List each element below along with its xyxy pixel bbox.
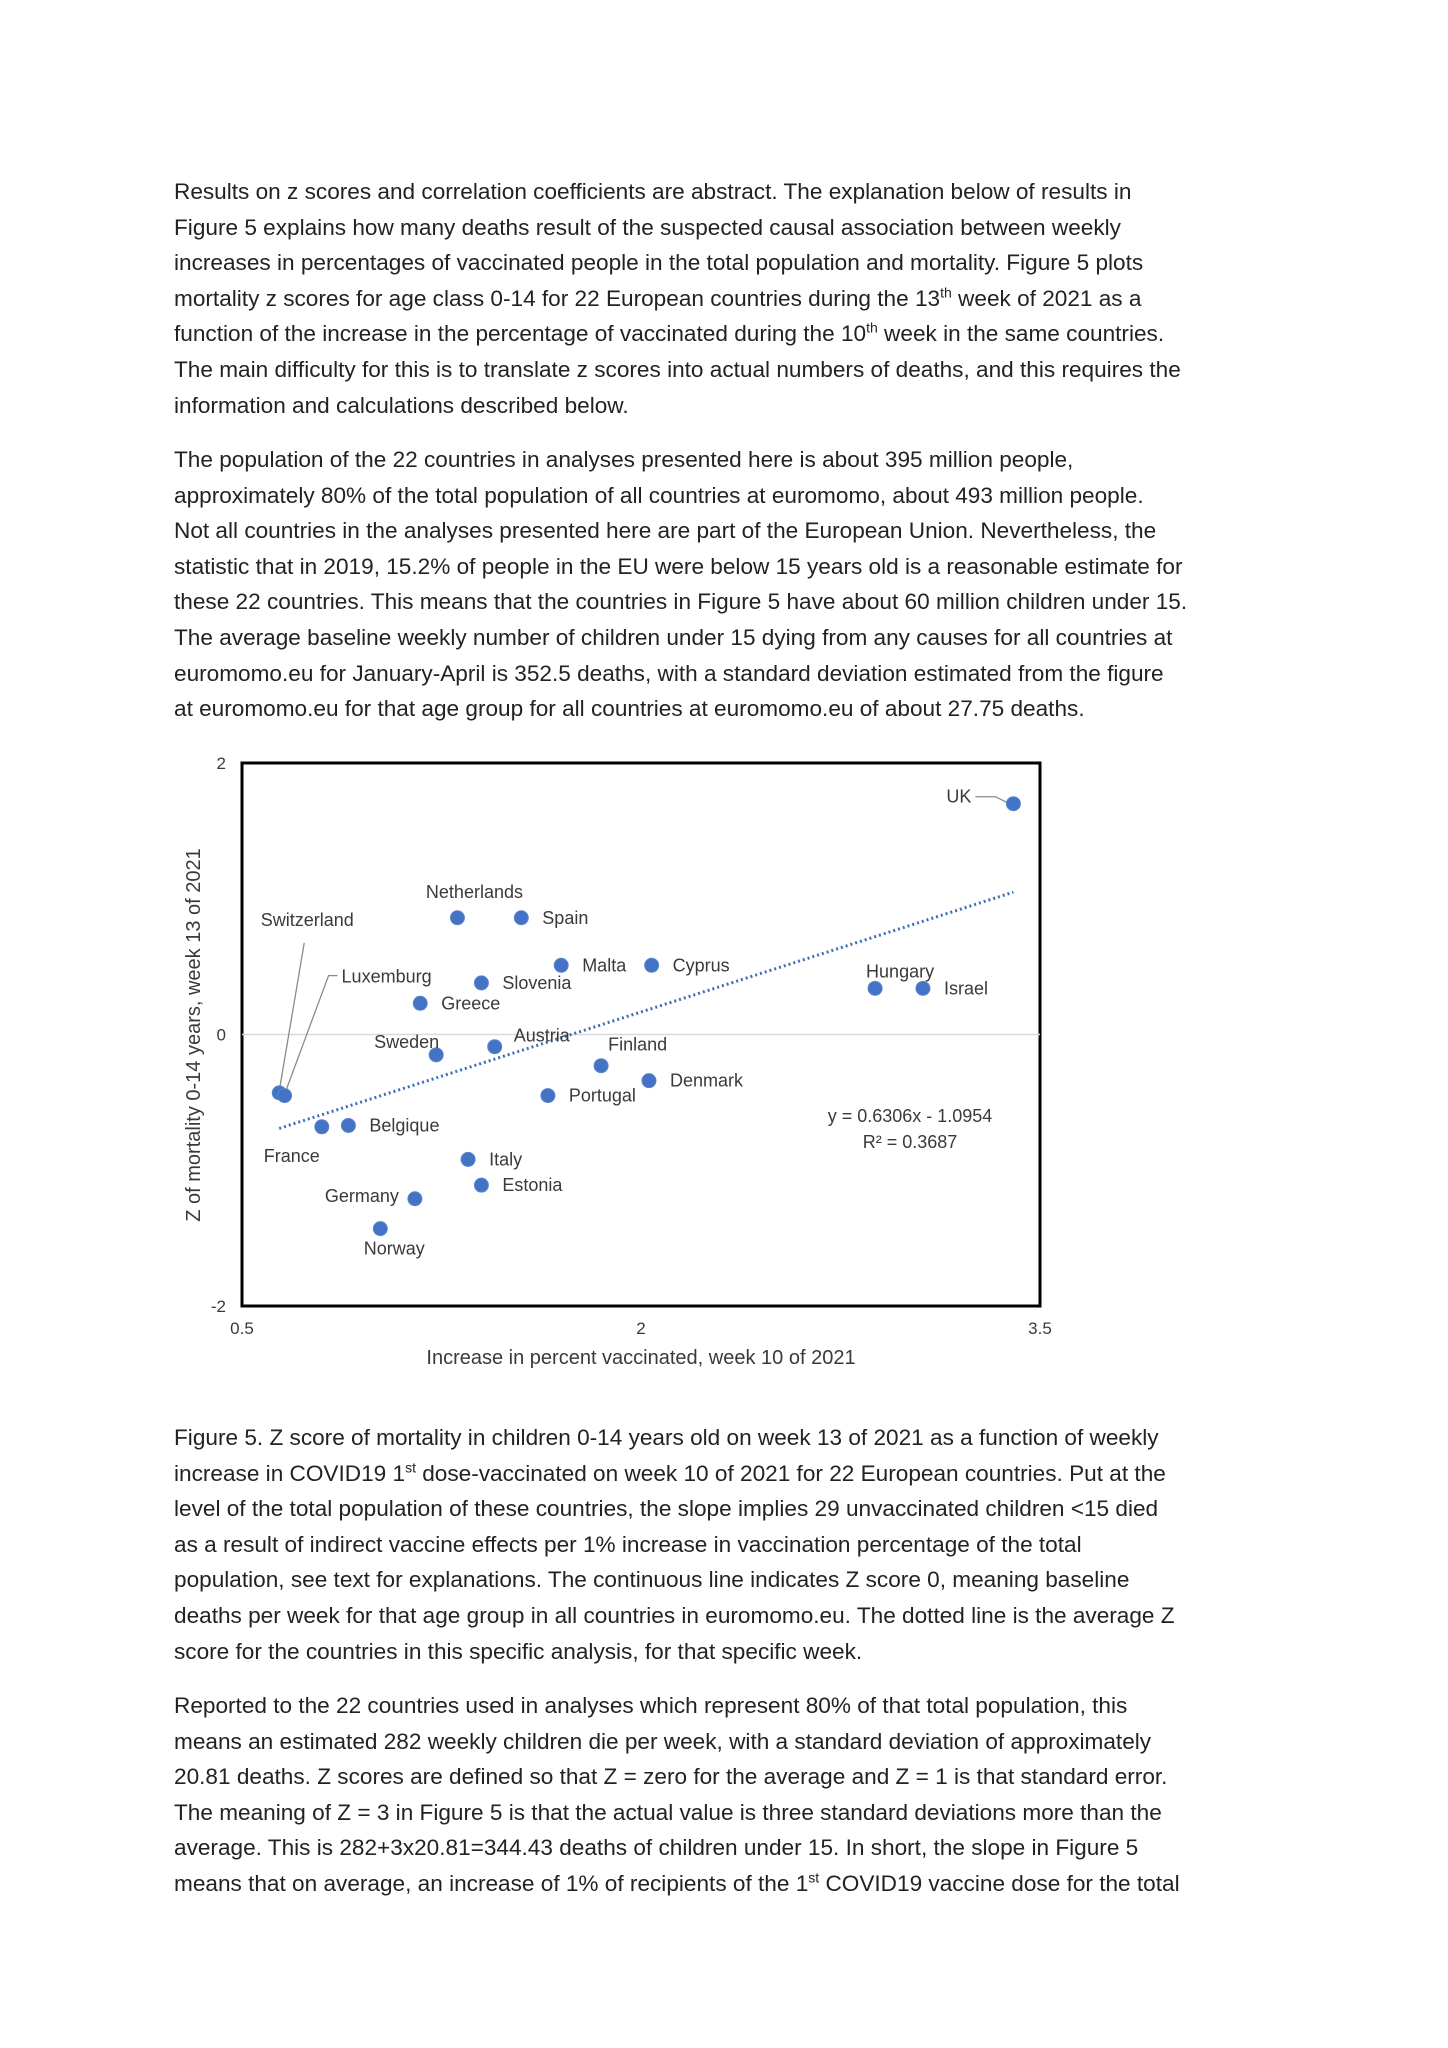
text-line: these 22 countries. This means that the countries in Figure 5 have about 60 million children under 15.	[174, 589, 1188, 615]
text-line: 20.81 deaths. Z scores are defined so that Z = zero for the average and Z = 1 is that standard error.	[174, 1764, 1168, 1790]
data-point-slovenia	[474, 976, 488, 990]
data-point-germany	[408, 1192, 422, 1206]
x-tick-label: 0.5	[230, 1319, 254, 1338]
figure-caption	[174, 1420, 1294, 1669]
superscript: th	[866, 319, 878, 336]
y-tick-label: 2	[216, 754, 226, 773]
text-segment: week in the same countries.	[877, 321, 1165, 347]
text-line: approximately 80% of the total population of all countries at euromomo, about 493 million people.	[174, 482, 1144, 508]
paragraph-intro	[174, 174, 1294, 423]
text-line: population, see text for explanations. The continuous line indicates Z score 0, meaning baseline	[174, 1567, 1130, 1593]
text-line: The meaning of Z = 3 in Figure 5 is that the actual value is three standard deviations more than the	[174, 1799, 1162, 1825]
text-segment: means that on average, an increase of 1% of recipients of the 1	[174, 1870, 809, 1896]
data-point-belgique	[341, 1118, 355, 1132]
point-label-cyprus: Cyprus	[672, 955, 730, 976]
point-label-norway: Norway	[363, 1238, 425, 1259]
figure-5-scatter-chart	[170, 745, 1070, 1385]
point-label-germany: Germany	[324, 1185, 399, 1206]
x-axis-label: Increase in percent vaccinated, week 10 of 2021	[426, 1347, 856, 1369]
point-label-switzerland: Switzerland	[260, 909, 354, 930]
text-line: as a result of indirect vaccine effects per 1% increase in vaccination percentage of the total	[174, 1531, 1082, 1557]
point-label-slovenia: Slovenia	[502, 972, 572, 993]
text-line: information and calculations described below.	[174, 392, 629, 418]
text-line: level of the total population of these countries, the slope implies 29 unvaccinated children <15 died	[174, 1496, 1159, 1522]
superscript: st	[808, 1869, 820, 1886]
y-tick-label: -2	[210, 1297, 226, 1316]
text-line: increases in percentages of vaccinated people in the total population and mortality. Figure 5 plots	[174, 250, 1144, 276]
text-line: Reported to the 22 countries used in analyses which represent 80% of that total population, this	[174, 1693, 1128, 1718]
point-label-netherlands: Netherlands	[425, 881, 523, 902]
text-line	[174, 1866, 1294, 1902]
data-point-israel	[916, 981, 930, 995]
data-point-netherlands	[450, 911, 464, 925]
superscript: st	[405, 1459, 416, 1476]
point-label-sweden: Sweden	[374, 1031, 440, 1052]
point-label-portugal: Portugal	[568, 1085, 636, 1106]
y-tick-label: 0	[216, 1025, 226, 1045]
text-segment: COVID19 vaccine dose for the total	[819, 1870, 1180, 1896]
text-line: at euromomo.eu for that age group for all countries at euromomo.eu of about 27.75 deaths.	[174, 696, 1085, 722]
text-line: The population of the 22 countries in analyses presented here is about 395 million people,	[174, 447, 1074, 472]
point-label-israel: Israel	[943, 978, 988, 999]
data-point-estonia	[474, 1178, 488, 1192]
data-point-uk	[1006, 797, 1020, 811]
point-label-malta: Malta	[582, 955, 627, 976]
point-label-greece: Greece	[441, 993, 501, 1014]
text-segment: mortality z scores for age class 0-14 for 22 European countries during the 13	[174, 285, 941, 311]
data-point-malta	[554, 958, 568, 972]
data-point-denmark	[642, 1074, 656, 1088]
x-tick-label: 2	[636, 1319, 646, 1338]
paragraph-population	[174, 442, 1294, 727]
data-point-spain	[514, 911, 528, 925]
text-segment: increase in COVID19 1	[174, 1460, 406, 1486]
superscript: th	[940, 284, 952, 301]
data-point-portugal	[541, 1089, 555, 1103]
point-label-italy: Italy	[489, 1149, 523, 1170]
x-tick-label: 3.5	[1028, 1319, 1052, 1338]
text-line: average. This is 282+3x20.81=344.43 deaths of children under 15. In short, the slope in Figure 5	[174, 1835, 1139, 1861]
text-line	[174, 1456, 1294, 1492]
text-line: Not all countries in the analyses presented here are part of the European Union. Nevertheless, the	[174, 518, 1157, 544]
text-line	[174, 316, 1294, 352]
point-label-spain: Spain	[542, 907, 589, 928]
point-label-luxemburg: Luxemburg	[341, 966, 432, 987]
text-line: Figure 5. Z score of mortality in children 0-14 years old on week 13 of 2021 as a function of weekly	[174, 1425, 1159, 1450]
point-label-denmark: Denmark	[669, 1070, 744, 1091]
text-line: euromomo.eu for January-April is 352.5 deaths, with a standard deviation estimated from the figure	[174, 660, 1164, 686]
paragraph-interpretation	[174, 1688, 1294, 1902]
point-label-hungary: Hungary	[866, 961, 935, 982]
data-point-italy	[461, 1152, 475, 1166]
r-squared: R² = 0.3687	[862, 1132, 958, 1152]
point-label-austria: Austria	[513, 1025, 570, 1046]
data-point-finland	[594, 1059, 608, 1073]
text-line: score for the countries in this specific analysis, for that specific week.	[174, 1638, 863, 1664]
point-label-estonia: Estonia	[502, 1175, 563, 1196]
text-segment: week of 2021 as a	[951, 285, 1142, 311]
data-point-france	[315, 1120, 329, 1134]
text-line: The average baseline weekly number of children under 15 dying from any causes for all countries at	[174, 624, 1173, 650]
text-line: deaths per week for that age group in all countries in euromomo.eu. The dotted line is the average Z	[174, 1602, 1175, 1628]
point-label-belgique: Belgique	[369, 1115, 440, 1136]
data-point-norway	[373, 1222, 387, 1236]
text-line	[174, 281, 1294, 317]
text-line: The main difficulty for this is to translate z scores into actual numbers of deaths, and this requires the	[174, 356, 1181, 382]
point-label-uk: UK	[946, 786, 972, 807]
data-point-austria	[488, 1040, 502, 1054]
point-label-finland: Finland	[608, 1034, 668, 1055]
text-segment: dose-vaccinated on week 10 of 2021 for 22 European countries. Put at the	[415, 1460, 1166, 1486]
text-line: Results on z scores and correlation coefficients are abstract. The explanation below of results in	[174, 179, 1132, 204]
data-point-hungary	[868, 981, 882, 995]
data-point-cyprus	[645, 958, 659, 972]
text-line: means an estimated 282 weekly children die per week, with a standard deviation of approximately	[174, 1728, 1152, 1754]
text-segment: function of the increase in the percentage of vaccinated during the 10	[174, 321, 867, 347]
data-point-greece	[413, 996, 427, 1010]
data-point-luxemburg	[278, 1089, 292, 1103]
point-label-france: France	[263, 1145, 320, 1166]
text-line: statistic that in 2019, 15.2% of people in the EU were below 15 years old is a reasonable estimate for	[174, 553, 1183, 579]
y-axis-label: Z of mortality 0-14 years, week 13 of 2021	[183, 848, 205, 1222]
regression-equation: y = 0.6306x - 1.0954	[827, 1106, 993, 1126]
text-line: Figure 5 explains how many deaths result of the suspected causal association between weekly	[174, 214, 1121, 240]
